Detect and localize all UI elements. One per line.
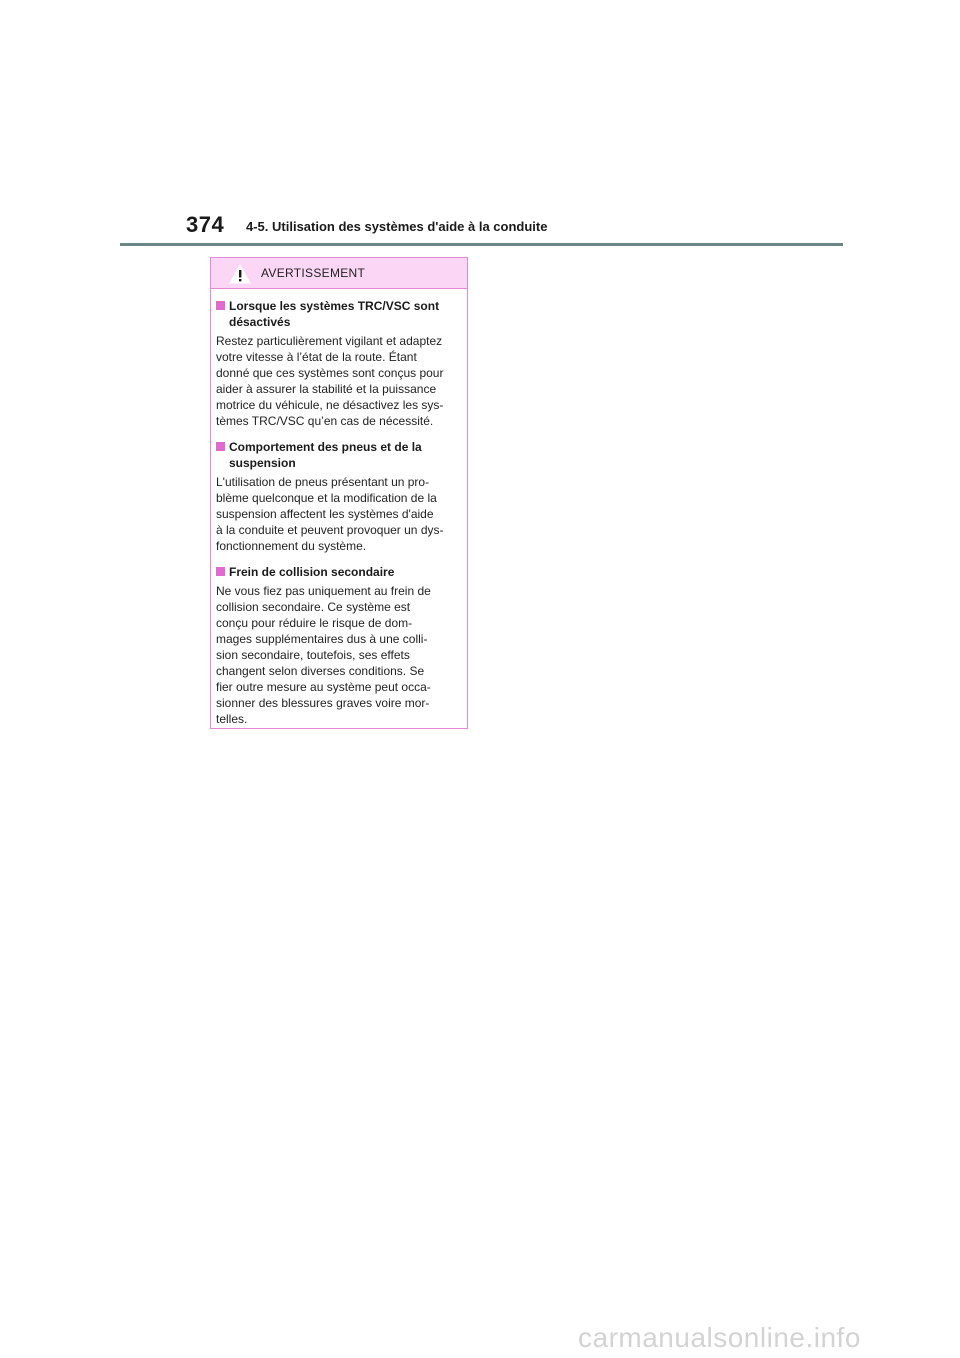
section-title: 4-5. Utilisation des systèmes d'aide à la conduite: [246, 219, 548, 234]
watermark: carmanualsonline.info: [578, 1322, 861, 1353]
item-heading: Lorsque les systèmes TRC/VSC sont désactivés: [216, 298, 462, 330]
warning-title: AVERTISSEMENT: [261, 266, 366, 280]
square-bullet-icon: [216, 301, 225, 310]
item-text: L'utilisation de pneus présentant un pro- blème quelconque et la modification de la suspension affectent les systèmes d'aide à la conduite et peuvent provoquer un dys- fonctionnement du système.: [216, 475, 444, 553]
warning-item: [216, 439, 462, 554]
warning-item: [216, 564, 462, 727]
warning-box: [210, 257, 468, 729]
header-divider: [120, 243, 843, 246]
page-number: 374: [186, 212, 225, 237]
item-heading: Comportement des pneus et de la suspension: [216, 439, 462, 471]
item-text: Restez particulièrement vigilant et adaptez votre vitesse à l’état de la route. Étant donné que ces systèmes sont conçus pour aider à assurer la stabilité et la puissance motrice du véhicule, ne désactivez les sys- tèmes TRC/VSC qu’en cas de nécessité.: [216, 334, 444, 428]
square-bullet-icon: [216, 442, 225, 451]
warning-body: [211, 289, 467, 727]
square-bullet-icon: [216, 567, 225, 576]
warning-triangle-icon: [229, 264, 251, 284]
warning-header: [211, 258, 467, 289]
item-text: Ne vous fiez pas uniquement au frein de collision secondaire. Ce système est conçu pour réduire le risque de dom- mages supplémentaires dus à une colli- sion secondaire, toutefois, ses effets changent selon diverses conditions. Se fier outre mesure au système peut occa- sionner des blessures graves voire mor- telles.: [216, 584, 431, 726]
warning-item: [216, 298, 462, 429]
item-heading: Frein de collision secondaire: [216, 564, 462, 580]
